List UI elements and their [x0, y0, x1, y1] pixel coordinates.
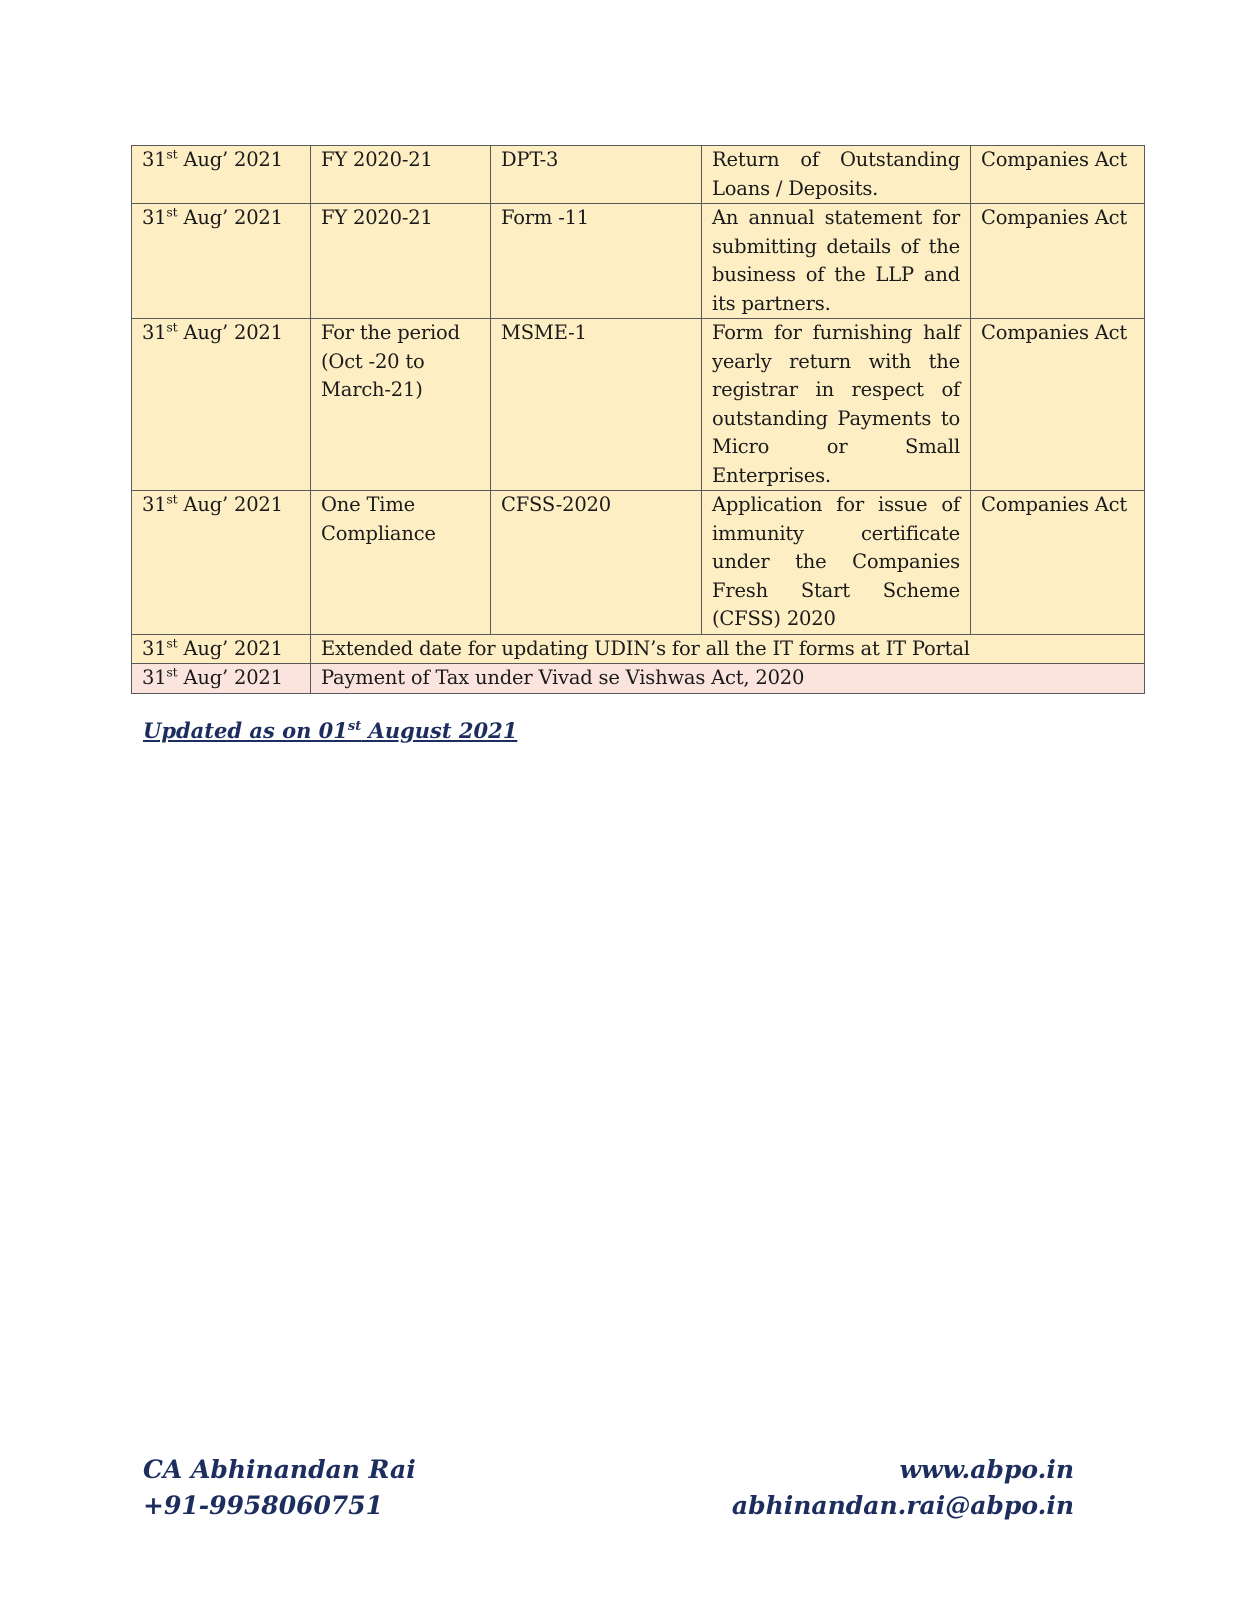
form-cell: DPT-3	[491, 146, 702, 204]
due-date-cell: 31st Aug’ 2021	[132, 634, 311, 664]
table-row	[132, 491, 1145, 635]
table-row	[132, 146, 1145, 204]
table-row	[132, 664, 1145, 694]
note-cell: Payment of Tax under Vivad se Vishwas Act, 2020	[311, 664, 1145, 694]
updated-note: Updated as on 01st August 2021	[143, 718, 518, 743]
description-cell: Form for furnishing half yearly return with the registrar in respect of outstanding Payments to Micro or Small Enterprises.	[702, 319, 971, 491]
due-date-cell: 31st Aug’ 2021	[132, 204, 311, 319]
period-cell: FY 2020-21	[311, 204, 491, 319]
form-cell: MSME-1	[491, 319, 702, 491]
act-cell: Companies Act	[971, 319, 1145, 491]
act-cell: Companies Act	[971, 146, 1145, 204]
form-cell: CFSS-2020	[491, 491, 702, 635]
act-cell: Companies Act	[971, 204, 1145, 319]
due-date-cell: 31st Aug’ 2021	[132, 491, 311, 635]
footer-contact	[143, 1452, 416, 1524]
period-cell: FY 2020-21	[311, 146, 491, 204]
period-cell: One Time Compliance	[311, 491, 491, 635]
phone-number: +91-9958060751	[143, 1491, 384, 1520]
author-name: CA Abhinandan Rai	[143, 1455, 416, 1484]
due-date-cell: 31st Aug’ 2021	[132, 319, 311, 491]
period-cell: For the period (Oct -20 to March-21)	[311, 319, 491, 491]
footer-links	[732, 1452, 1074, 1524]
act-cell: Companies Act	[971, 491, 1145, 635]
note-cell: Extended date for updating UDIN’s for all the IT forms at IT Portal	[311, 634, 1145, 664]
description-cell: Application for issue of immunity certificate under the Companies Fresh Start Scheme (CFSS) 2020	[702, 491, 971, 635]
table-row	[132, 204, 1145, 319]
table-row	[132, 634, 1145, 664]
due-date-cell: 31st Aug’ 2021	[132, 664, 311, 694]
description-cell: An annual statement for submitting details of the business of the LLP and its partners.	[702, 204, 971, 319]
website-link[interactable]: www.abpo.in	[899, 1455, 1074, 1484]
compliance-table	[131, 145, 1145, 694]
table-row	[132, 319, 1145, 491]
email-link[interactable]: abhinandan.rai@abpo.in	[731, 1491, 1074, 1520]
due-date-cell: 31st Aug’ 2021	[132, 146, 311, 204]
form-cell: Form -11	[491, 204, 702, 319]
description-cell: Return of Outstanding Loans / Deposits.	[702, 146, 971, 204]
